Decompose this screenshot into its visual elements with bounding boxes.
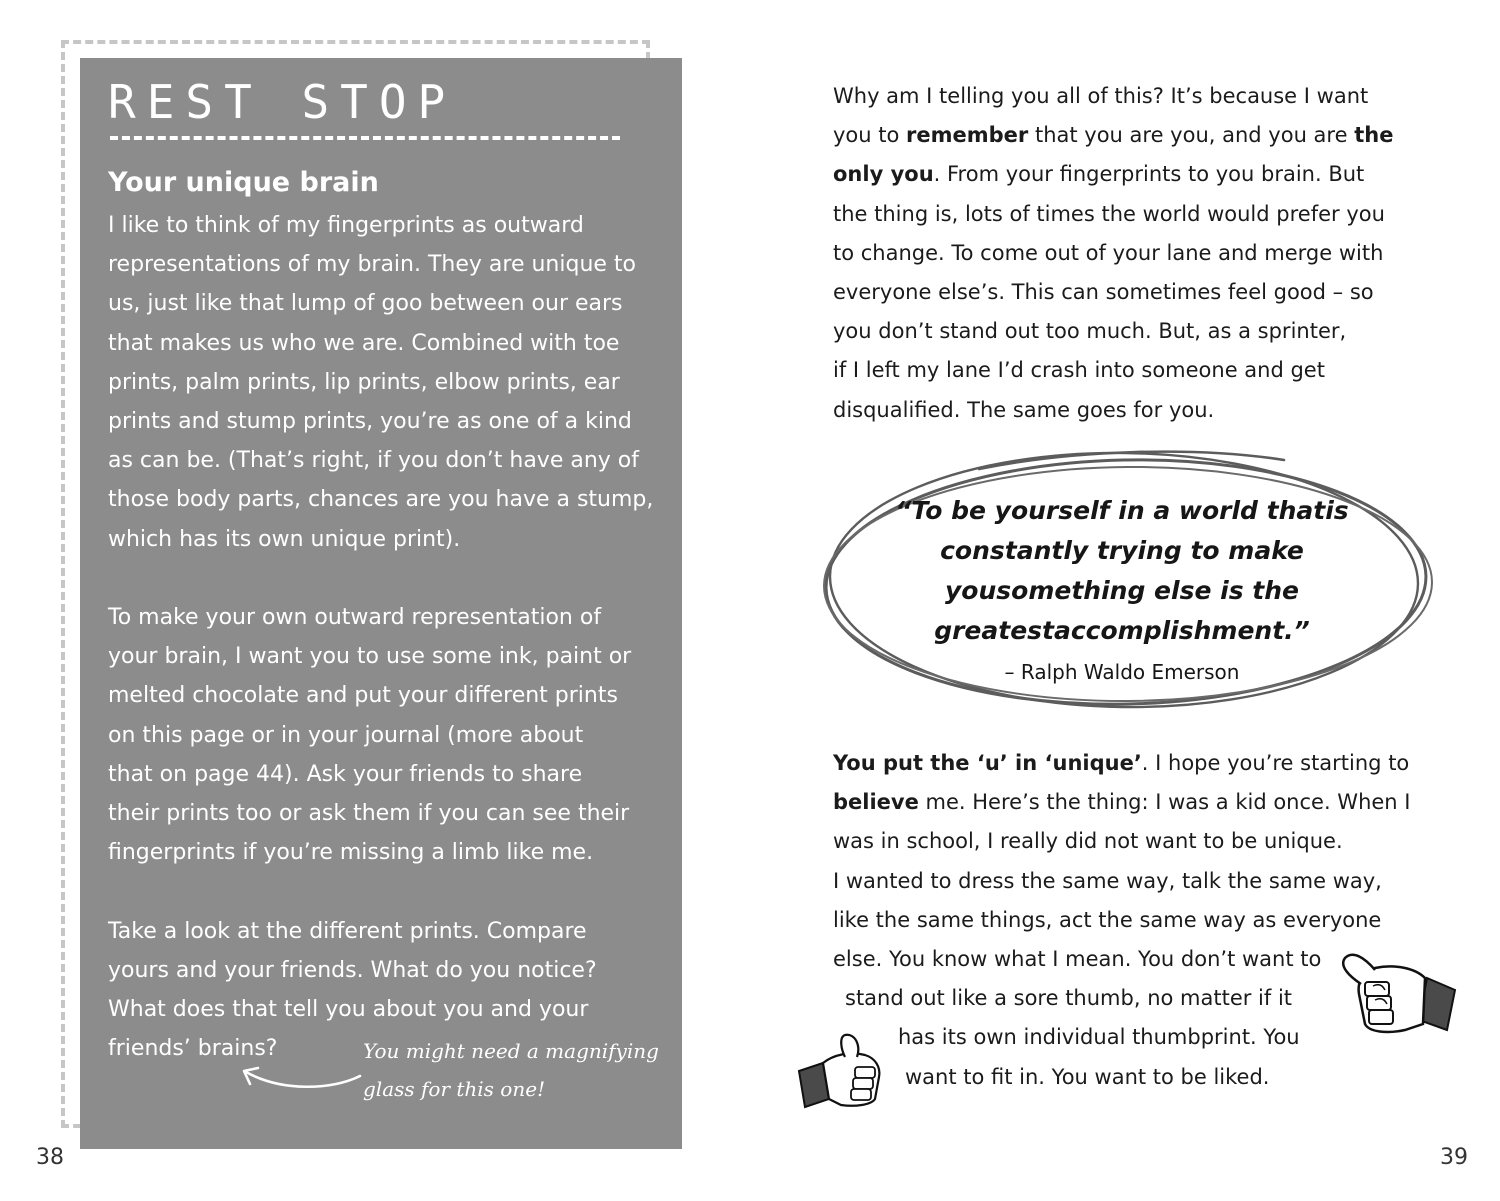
page-number-right: 39: [1440, 1145, 1468, 1170]
text-line: [833, 783, 1423, 822]
text-segment: you don’t stand out too much. But, as a sprinter,: [833, 319, 1347, 344]
text-segment: you to: [833, 123, 907, 148]
text-line: friends’ brains?: [108, 1036, 278, 1062]
text-line: [833, 1058, 1423, 1097]
text-segment: the thing is, lots of times the world would prefer you: [833, 201, 1385, 226]
quote-author: – Ralph Waldo Emerson: [1004, 660, 1240, 684]
text-segment: to change. To come out of your lane and merge with: [833, 240, 1384, 265]
text-segment: was in school, I really did not want to be unique.: [833, 829, 1343, 854]
text-line: Take a look at the different prints. Compare: [108, 918, 587, 944]
text-line: your brain, I want you to use some ink, paint or: [108, 644, 632, 670]
panel-body: [108, 206, 653, 1068]
text-line: To make your own outward representation of: [108, 605, 602, 631]
text-segment: I wanted to dress the same way, talk the same way,: [833, 868, 1382, 893]
text-line: those body parts, chances are you have a stump,: [108, 487, 654, 513]
text-segment: has its own individual thumbprint. You: [898, 1025, 1300, 1050]
text-line: prints and stump prints, you’re as one of a kind: [108, 409, 632, 435]
text-line: [833, 77, 1423, 116]
text-segment: everyone else’s. This can sometimes feel good – so: [833, 280, 1374, 305]
panel-paragraph: [108, 206, 653, 559]
text-line: [833, 234, 1423, 273]
text-segment: if I left my lane I’d crash into someone and get: [833, 358, 1325, 383]
curved-arrow-icon: [236, 1062, 366, 1096]
text-line: [833, 391, 1423, 430]
bold-phrase: remember: [906, 123, 1029, 148]
bold-phrase: only you: [833, 162, 934, 187]
text-line: yours and your friends. What do you notice?: [108, 957, 597, 983]
thumbs-up-icon: [795, 1027, 895, 1112]
bold-phrase: You put the ‘u’ in ‘unique’: [833, 751, 1142, 775]
text-line: representations of my brain. They are unique to: [108, 252, 636, 278]
quote-text: [852, 491, 1392, 651]
text-segment: disqualified. The same goes for you.: [833, 397, 1215, 422]
text-line: [833, 273, 1423, 312]
text-segment: Why am I telling you all of this? It’s because I want: [833, 84, 1369, 108]
dashed-divider: [110, 136, 620, 140]
intro-paragraph: [833, 77, 1423, 430]
quote-line: something else is the greatest: [934, 576, 1299, 645]
note-line: You might need a magnifying: [363, 1039, 659, 1063]
text-line: that on page 44). Ask your friends to share: [108, 761, 583, 787]
text-line: as can be. (That’s right, if you don’t have any of: [108, 448, 639, 474]
text-line: that makes us who we are. Combined with toe: [108, 330, 620, 356]
quote-line: accomplishment.”: [1053, 616, 1310, 645]
text-segment: . From your fingerprints to you brain. But: [933, 162, 1365, 187]
text-line: [833, 155, 1423, 194]
text-line: melted chocolate and put your different prints: [108, 683, 618, 709]
text-line: [833, 195, 1423, 234]
rest-stop-label: REST STOP: [108, 75, 457, 129]
panel-paragraph: [108, 598, 653, 872]
quote-line: “To be yourself in a world that: [895, 496, 1326, 525]
text-line: [833, 862, 1423, 901]
text-segment: that you are you, and you are: [1028, 123, 1355, 148]
quote-line: is constantly trying to make you: [940, 496, 1349, 605]
panel-heading: Your unique brain: [108, 167, 379, 198]
text-line: on this page or in your journal (more about: [108, 722, 584, 748]
text-line: [833, 744, 1423, 783]
bold-phrase: the: [1354, 123, 1394, 148]
text-line: us, just like that lump of goo between our ears: [108, 291, 623, 317]
text-segment: me. Here’s the thing: I was a kid once. When I: [918, 790, 1411, 815]
text-line: prints, palm prints, lip prints, elbow prints, ear: [108, 369, 620, 395]
text-line: [833, 116, 1423, 155]
text-segment: want to fit in. You want to be liked.: [905, 1064, 1270, 1089]
thumbs-up-icon: [1335, 938, 1460, 1048]
text-line: [833, 351, 1423, 390]
text-line: fingerprints if you’re missing a limb like me.: [108, 840, 594, 866]
text-line: [833, 901, 1423, 940]
text-line: their prints too or ask them if you can see their: [108, 801, 630, 827]
text-segment: like the same things, act the same way as everyone: [833, 907, 1382, 932]
note-line: glass for this one!: [363, 1077, 546, 1101]
text-line: What does that tell you about you and your: [108, 997, 589, 1023]
text-line: I like to think of my fingerprints as outward: [108, 213, 584, 238]
bold-phrase: believe: [833, 790, 919, 815]
handwritten-note: [363, 1032, 659, 1108]
text-segment: stand out like a sore thumb, no matter if it: [845, 986, 1293, 1011]
text-segment: else. You know what I mean. You don’t want to: [833, 947, 1322, 972]
text-line: [833, 312, 1423, 351]
text-line: [833, 822, 1423, 861]
text-line: which has its own unique print).: [108, 526, 461, 552]
page-number-left: 38: [36, 1145, 64, 1170]
text-segment: . I hope you’re starting to: [1141, 751, 1410, 775]
